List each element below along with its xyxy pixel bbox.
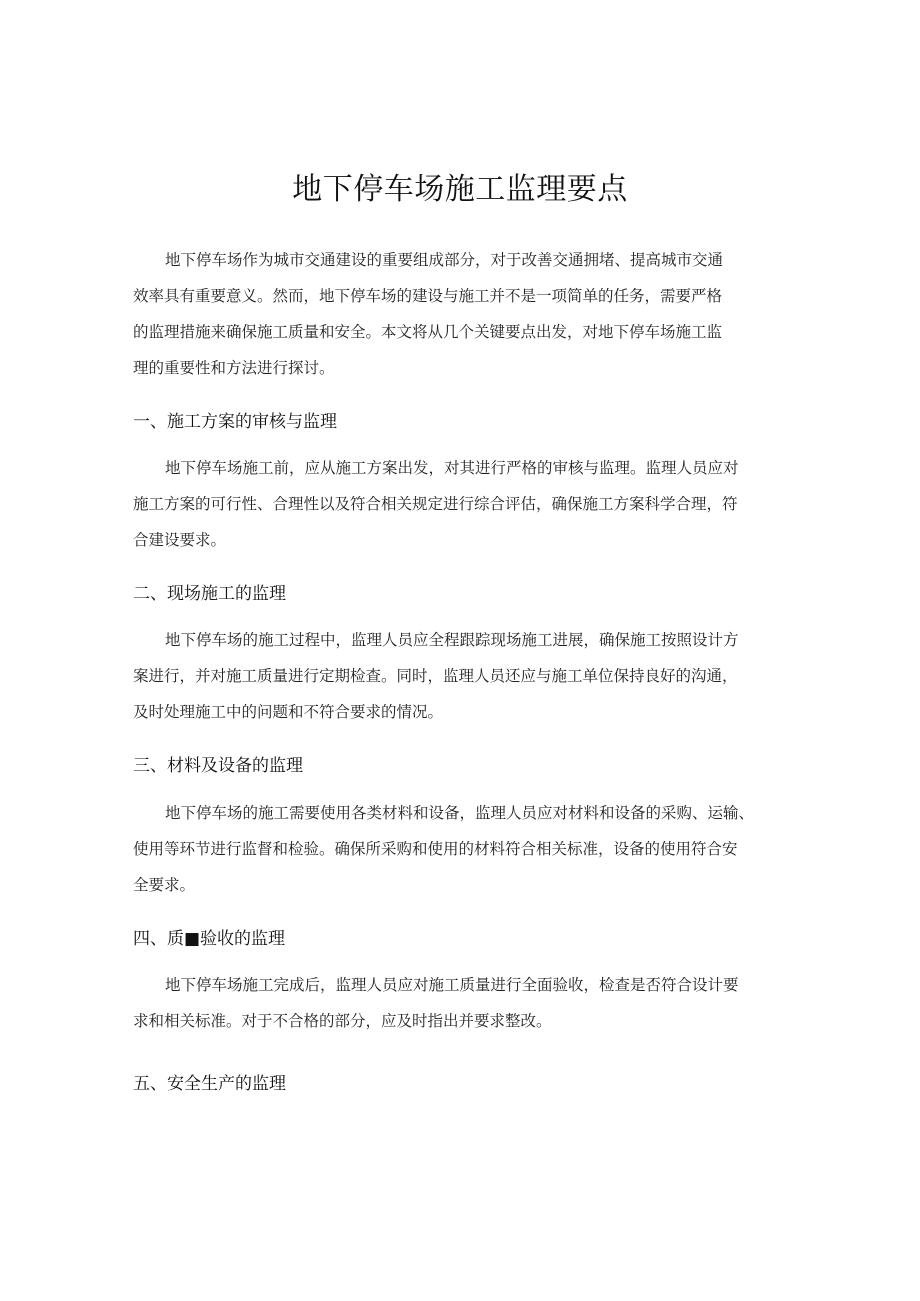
paragraph-line: 施工方案的可行性、合理性以及符合相关规定进行综合评估，确保施工方案科学合理，符: [133, 495, 738, 513]
section-heading-1: 一、施工方案的审核与监理: [133, 412, 337, 432]
paragraph-line: 理的重要性和方法进行探讨。: [133, 359, 335, 377]
paragraph-line: 案进行，并对施工质量进行定期检查。同时，监理人员还应与施工单位保持良好的沟通，: [133, 667, 738, 685]
section-paragraph-1: [133, 450, 803, 558]
intro-paragraph: [133, 242, 803, 386]
paragraph-line: 使用等环节进行监督和检验。确保所采购和使用的材料符合相关标准，设备的使用符合安: [133, 840, 738, 858]
paragraph-line: 及时处理施工中的问题和不符合要求的情况。: [133, 703, 444, 721]
section-heading-3: 三、材料及设备的监理: [133, 756, 303, 776]
paragraph-line: 地下停车场作为城市交通建设的重要组成部分，对于改善交通拥堵、提高城市交通: [165, 251, 724, 269]
paragraph-line: 的监理措施来确保施工质量和安全。本文将从几个关键要点出发，对地下停车场施工监: [133, 323, 723, 341]
section-heading-4: 四、质■验收的监理: [133, 929, 286, 949]
paragraph-line: 地下停车场的施工过程中，监理人员应全程跟踪现场施工进展，确保施工按照设计方: [165, 631, 739, 649]
paragraph-line: 合建设要求。: [133, 531, 227, 549]
document-title: 地下停车场施工监理要点: [292, 172, 628, 207]
paragraph-line: 地下停车场的施工需要使用各类材料和设备，监理人员应对材料和设备的采购、运输、: [165, 804, 755, 822]
section-heading-2: 二、现场施工的监理: [133, 584, 286, 604]
paragraph-line: 地下停车场施工前，应从施工方案出发，对其进行严格的审核与监理。监理人员应对: [165, 459, 739, 477]
section-paragraph-4: [133, 967, 803, 1039]
paragraph-line: 全要求。: [133, 876, 196, 894]
paragraph-line: 效率具有重要意义。然而，地下停车场的建设与施工并不是一项简单的任务，需要严格: [133, 287, 723, 305]
paragraph-line: 地下停车场施工完成后，监理人员应对施工质量进行全面验收，检查是否符合设计要: [165, 976, 739, 994]
section-paragraph-2: [133, 622, 803, 730]
section-heading-5: 五、安全生产的监理: [133, 1074, 286, 1094]
section-paragraph-3: [133, 795, 803, 903]
paragraph-line: 求和相关标准。对于不合格的部分，应及时指出并要求整改。: [133, 1012, 552, 1030]
